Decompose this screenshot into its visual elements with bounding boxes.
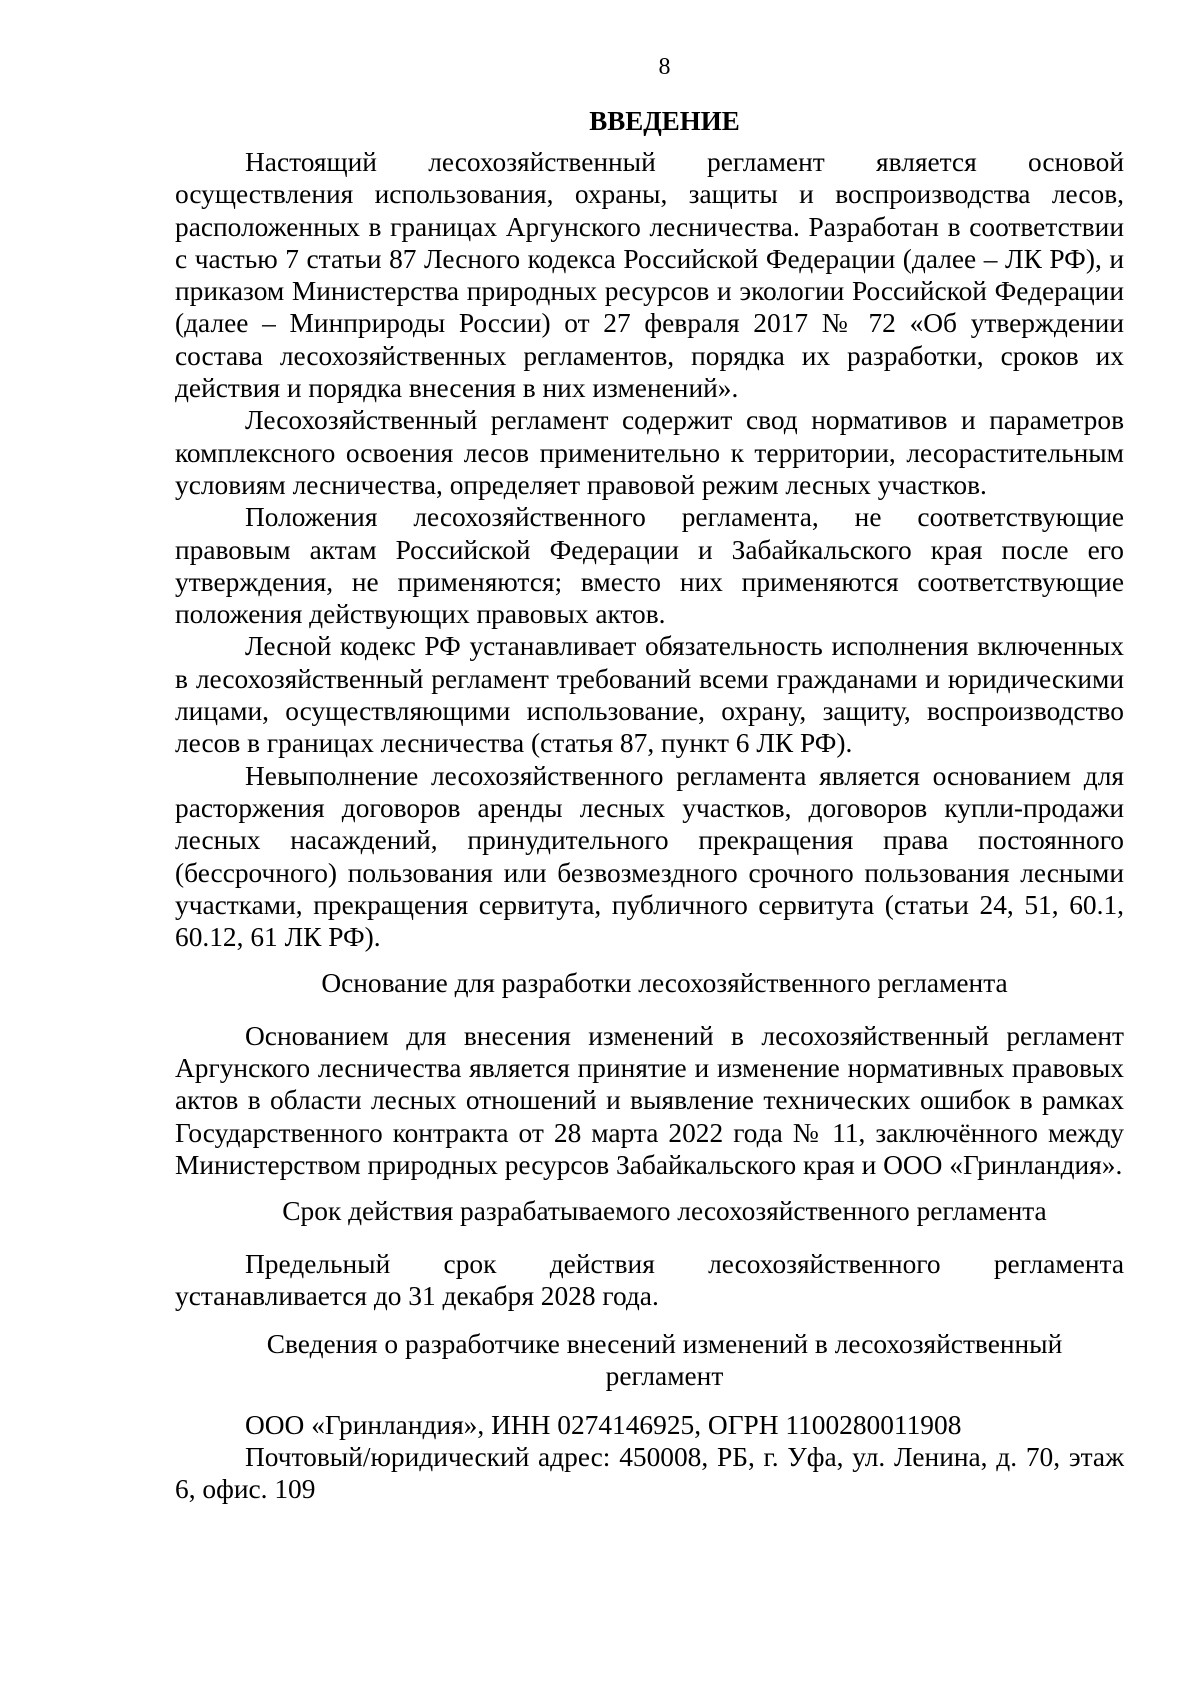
intro-paragraph-3: Положения лесохозяйственного регламента, не соответствующие правовым актам Российской Федерации и Забайкальского края после его утверждения, не применяются; вместо них применяются соответствующие положения действующих правовых актов. bbox=[175, 502, 1124, 630]
basis-paragraph: Основанием для внесения изменений в лесохозяйственный регламент Аргунского лесничества является принятие и изменение нормативных правовых актов в области лесных отношений и выявление технических ошибок в рамках Государственного контракта от 28 марта 2022 года № 11, заключённого между Министерством природных ресурсов Забайкальского края и ООО «Гринландия». bbox=[175, 1020, 1124, 1180]
developer-heading: Сведения о разработчике внесений изменений в лесохозяйственный регламент bbox=[266, 1329, 1063, 1392]
basis-heading: Основание для разработки лесохозяйственного регламента bbox=[321, 968, 1008, 999]
page-number: 8 bbox=[658, 54, 671, 80]
document-page bbox=[175, 52, 1124, 1506]
intro-paragraph-2: Лесохозяйственный регламент содержит свод нормативов и параметров комплексного освоения лесов применительно к территории, лесорастительным условиям лесничества, определяет правовой режим лесных участков. bbox=[175, 405, 1124, 500]
developer-company-line: ООО «Гринландия», ИНН 0274146925, ОГРН 1100280011908 bbox=[245, 1409, 962, 1440]
developer-address-line: Почтовый/юридический адрес: 450008, РБ, г. Уфа, ул. Ленина, д. 70, этаж 6, офис. 109 bbox=[175, 1441, 1124, 1505]
intro-paragraph-5: Невыполнение лесохозяйственного регламента является основанием для расторжения договоров аренды лесных участков, договоров купли-продажи лесных насаждений, принудительного прекращения права постоянного (бессрочного) пользования или безвозмездного срочного пользования лесными участками, прекращения сервитута, публичного сервитута (статьи 24, 51, 60.1, 60.12, 61 ЛК РФ). bbox=[175, 760, 1124, 953]
intro-paragraph-4: Лесной кодекс РФ устанавливает обязательность исполнения включенных в лесохозяйственный регламент требований всеми гражданами и юридическими лицами, осуществляющими использование, охрану, защиту, воспроизводство лесов в границах лесничества (статья 87, пункт 6 ЛК РФ). bbox=[175, 631, 1124, 759]
term-heading: Срок действия разрабатываемого лесохозяйственного регламента bbox=[282, 1196, 1047, 1227]
intro-paragraph-1: Настоящий лесохозяйственный регламент является основой осуществления использования, охраны, защиты и воспроизводства лесов, расположенных в границах Аргунского лесничества. Разработан в соответствии с частью 7 статьи 87 Лесного кодекса Российской Федерации (далее – ЛК РФ), и приказом Министерства природных ресурсов и экологии Российской Федерации (далее – Минприроды России) от 27 февраля 2017 № 72 «Об утверждении состава лесохозяйственных регламентов, порядка их разработки, сроков их действия и порядка внесения в них изменений». bbox=[175, 147, 1124, 404]
term-paragraph: Предельный срок действия лесохозяйственного регламента устанавливается до 31 декабря 2028 года. bbox=[175, 1248, 1124, 1311]
section-title: ВВЕДЕНИЕ bbox=[589, 106, 740, 136]
